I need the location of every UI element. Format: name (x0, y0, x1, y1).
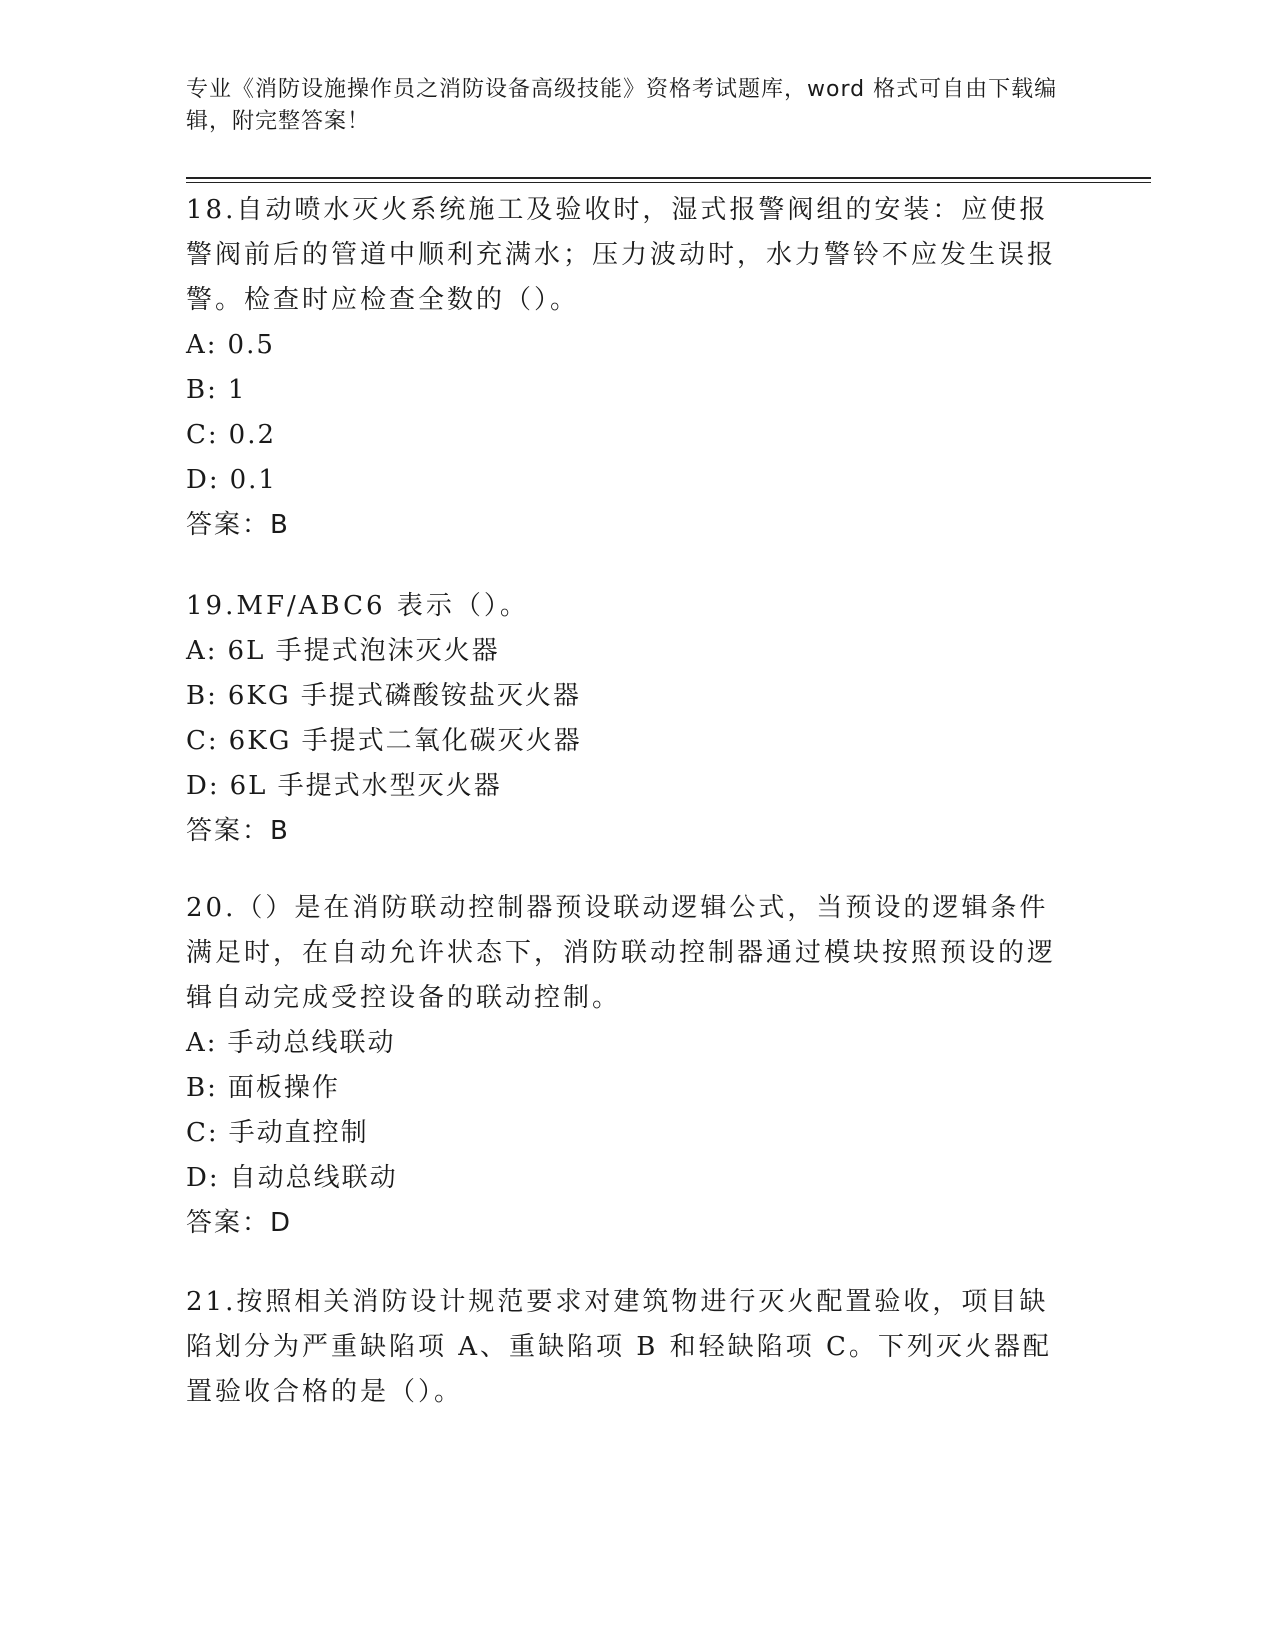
option-d (186, 764, 1076, 809)
option-key: A: (186, 636, 218, 666)
option-text: 1 (227, 375, 247, 405)
option-text: 6KG 手提式磷酸铵盐灭火器 (227, 681, 581, 711)
option-key: B: (186, 681, 218, 711)
option-d (186, 458, 1076, 503)
page-header: 专业《消防设施操作员之消防设备高级技能》资格考试题库，word 格式可自由下载编辑，附完整答案！ (186, 77, 1058, 134)
option-text: 6L 手提式泡沫灭火器 (227, 636, 500, 666)
option-key: C: (186, 726, 219, 756)
option-b (186, 368, 1076, 413)
option-key: A: (186, 330, 218, 360)
option-text: 6KG 手提式二氧化碳灭火器 (228, 726, 582, 756)
option-text: 手动总线联动 (227, 1028, 396, 1058)
option-text: 面板操作 (227, 1073, 340, 1103)
option-c (186, 413, 1076, 458)
option-key: D: (186, 1163, 220, 1193)
question-stem: 21.按照相关消防设计规范要求对建筑物进行灭火配置验收，项目缺陷划分为严重缺陷项 A、重缺陷项 B 和轻缺陷项 C。下列灭火器配置验收合格的是（）。 (186, 1287, 1052, 1407)
option-c (186, 1111, 1076, 1156)
option-key: C: (186, 420, 219, 450)
header-divider-thick (186, 177, 1151, 179)
option-key: D: (186, 771, 220, 801)
question-stem: 18.自动喷水灭火系统施工及验收时，湿式报警阀组的安装：应使报警阀前后的管道中顺利充满水；压力波动时，水力警铃不应发生误报警。检查时应检查全数的（）。 (186, 195, 1057, 315)
option-key: C: (186, 1118, 219, 1148)
question-stem: 19.MF/ABC6 表示（）。 (186, 591, 529, 621)
option-a (186, 323, 1076, 368)
question-20 (186, 886, 1076, 1246)
header-divider-thin (186, 182, 1151, 183)
option-a (186, 1021, 1076, 1066)
option-text: 0.1 (229, 465, 277, 495)
answer-label: 答案：B (186, 510, 290, 540)
option-text: 6L 手提式水型灭火器 (229, 771, 502, 801)
option-text: 0.5 (227, 330, 275, 360)
option-d (186, 1156, 1076, 1201)
option-a (186, 629, 1076, 674)
question-21 (186, 1280, 1076, 1415)
question-18 (186, 188, 1076, 548)
option-c (186, 719, 1076, 764)
option-b (186, 1066, 1076, 1111)
option-b (186, 674, 1076, 719)
answer-label: 答案：D (186, 1208, 293, 1238)
option-text: 自动总线联动 (229, 1163, 398, 1193)
option-text: 手动直控制 (228, 1118, 369, 1148)
question-19 (186, 584, 1076, 854)
option-key: B: (186, 1073, 218, 1103)
option-text: 0.2 (228, 420, 277, 450)
question-stem: 20.（）是在消防联动控制器预设联动逻辑公式，当预设的逻辑条件满足时，在自动允许状态下，消防联动控制器通过模块按照预设的逻辑自动完成受控设备的联动控制。 (186, 893, 1057, 1013)
option-key: A: (186, 1028, 218, 1058)
answer-label: 答案：B (186, 816, 290, 846)
option-key: B: (186, 375, 218, 405)
option-key: D: (186, 465, 220, 495)
